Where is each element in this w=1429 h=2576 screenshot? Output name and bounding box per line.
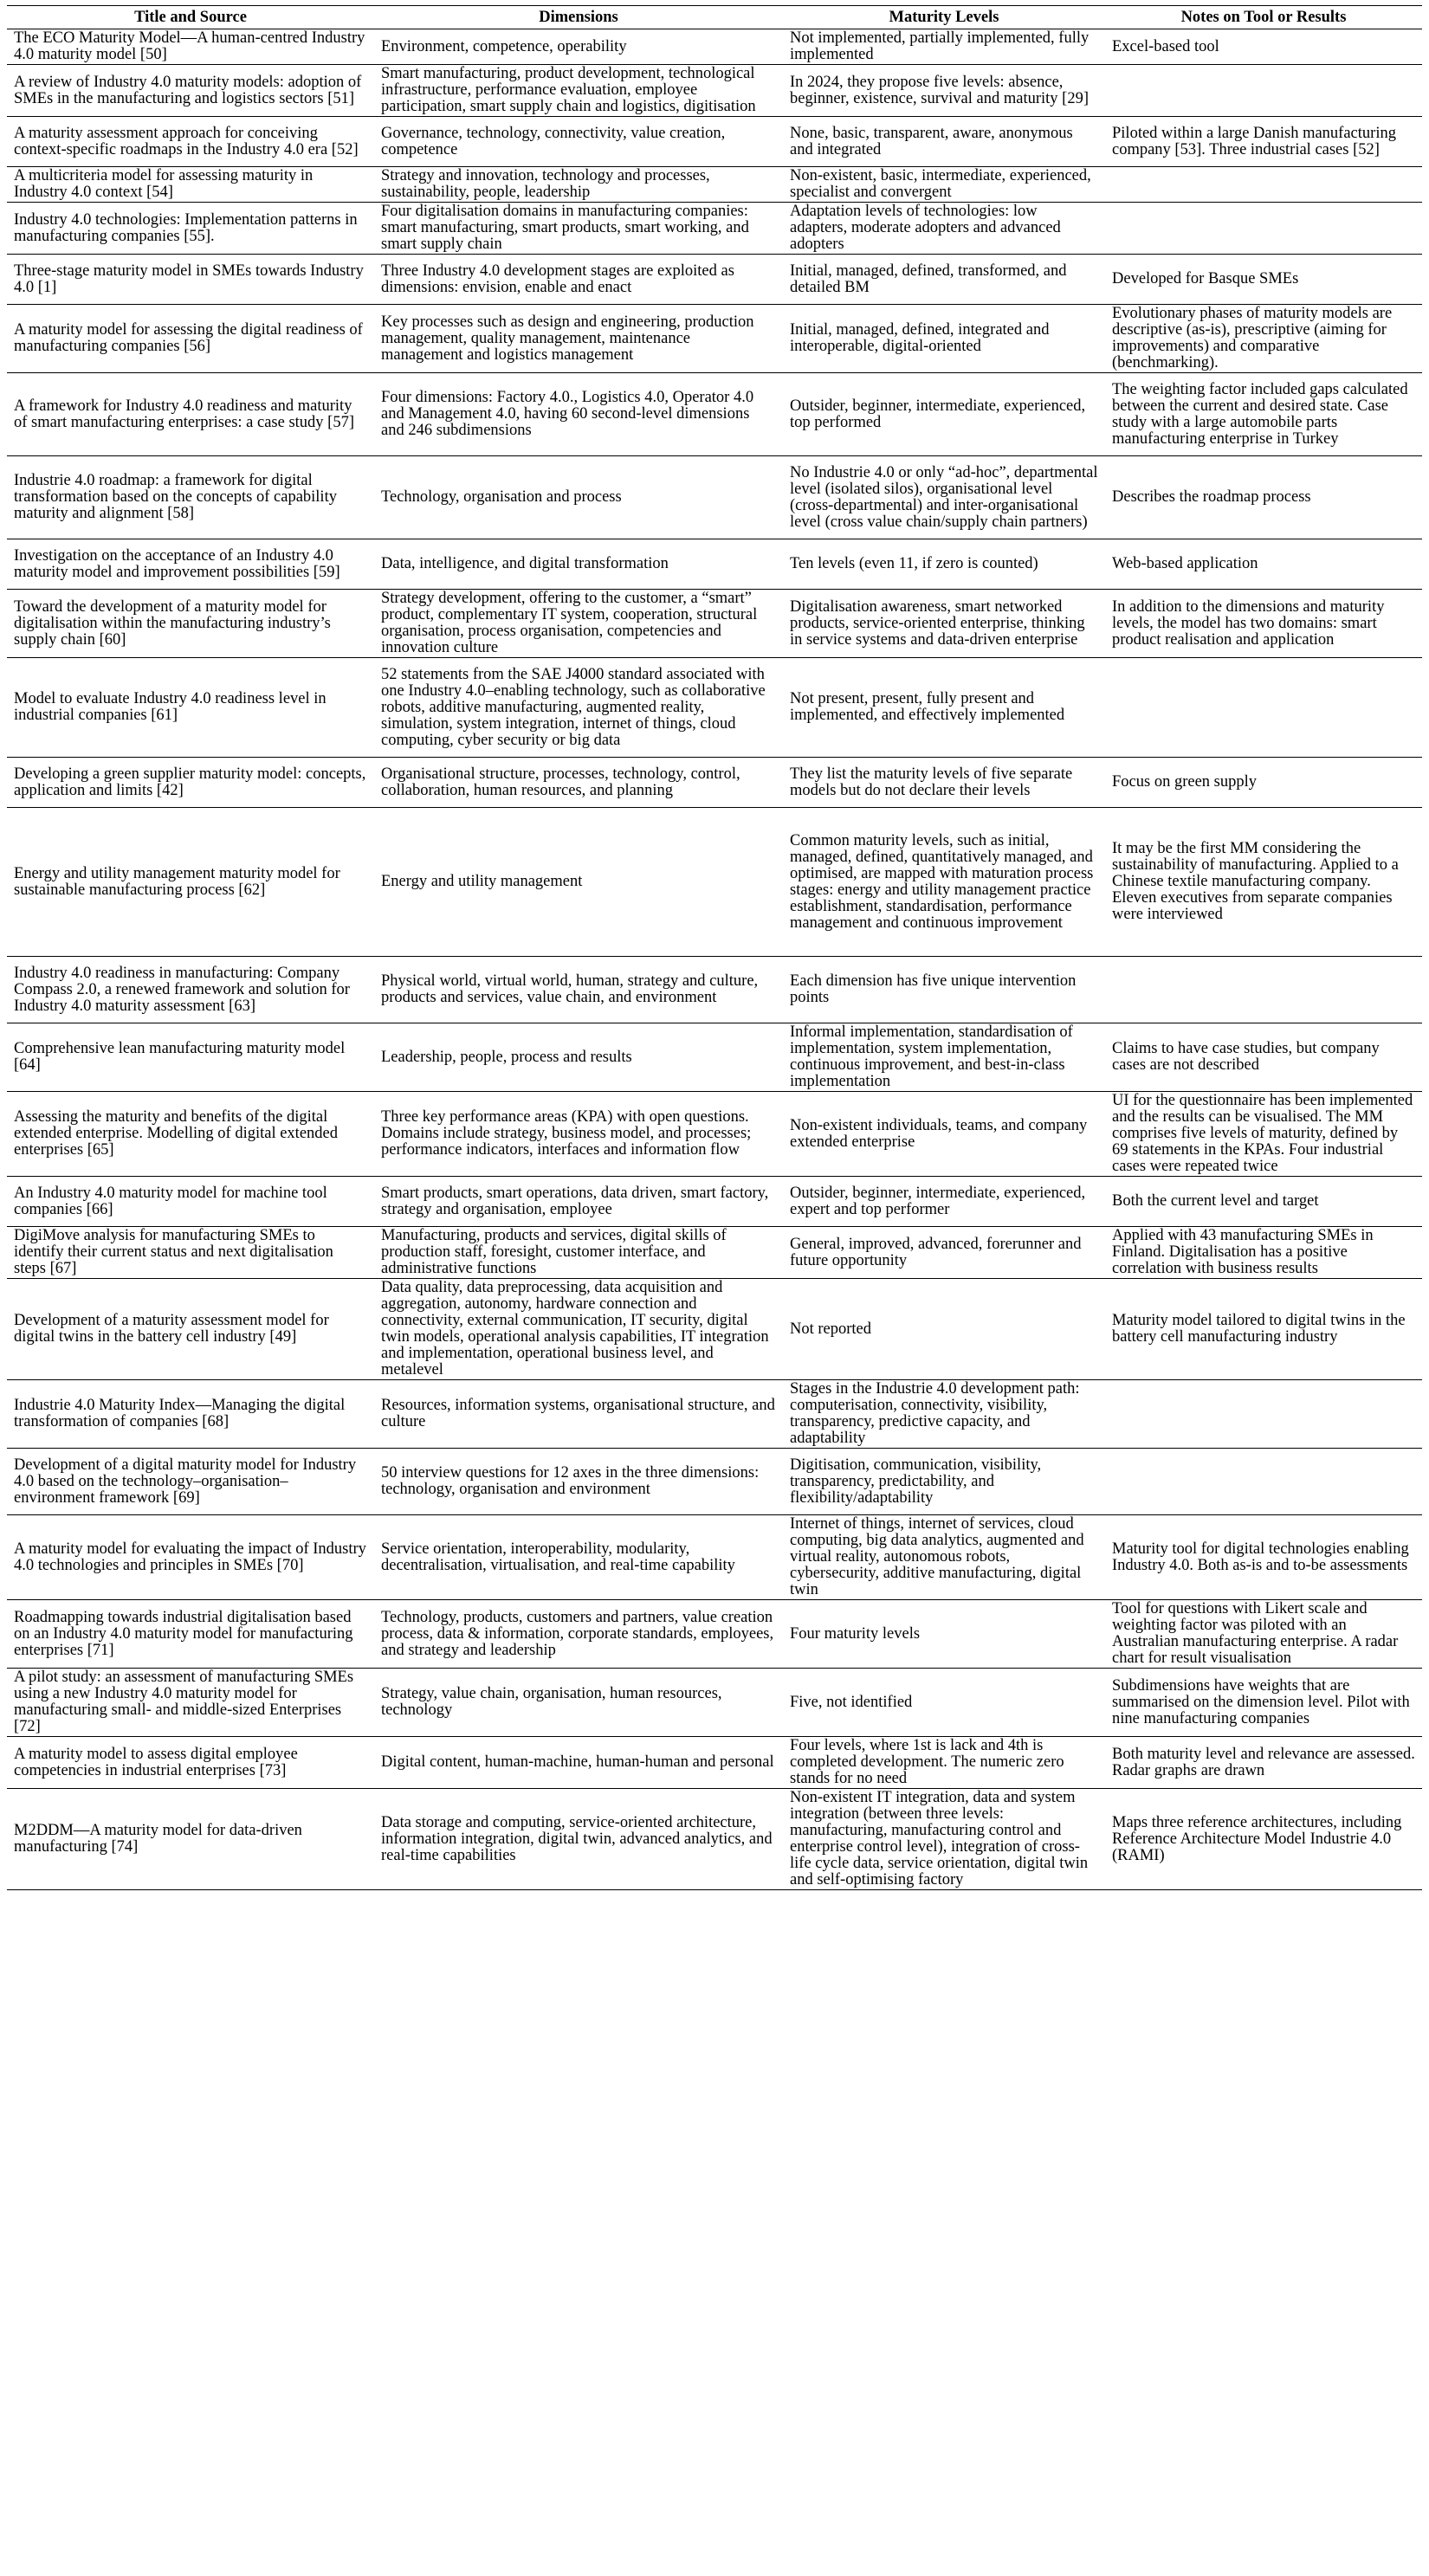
cell-title-and-source: Development of a maturity assessment model for digital twins in the battery cell industry [49] — [7, 1279, 374, 1380]
table-row — [7, 1177, 1422, 1227]
cell-title-and-source: The ECO Maturity Model—A human-centred Industry 4.0 maturity model [50] — [7, 29, 374, 65]
cell-notes: Maturity model tailored to digital twins in the battery cell manufacturing industry — [1105, 1279, 1422, 1380]
table-row — [7, 808, 1422, 957]
table-row — [7, 305, 1422, 373]
header-notes: Notes on Tool or Results — [1105, 6, 1422, 29]
cell-notes — [1105, 957, 1422, 1023]
cell-dimensions: Data storage and computing, service-oriented architecture, information integration, digital twin, advanced analytics, and real-time capabilities — [374, 1789, 783, 1890]
cell-title-and-source: A framework for Industry 4.0 readiness and maturity of smart manufacturing enterprises: a case study [57] — [7, 373, 374, 456]
cell-maturity-levels: Each dimension has five unique intervention points — [783, 957, 1105, 1023]
cell-maturity-levels: Initial, managed, defined, transformed, and detailed BM — [783, 255, 1105, 305]
cell-title-and-source: Industrie 4.0 roadmap: a framework for digital transformation based on the concepts of capability maturity and alignment [58] — [7, 456, 374, 539]
cell-maturity-levels: No Industrie 4.0 or only “ad-hoc”, departmental level (isolated silos), organisational level (cross-departmental) and inter-organisational level (cross value chain/supply chain partners) — [783, 456, 1105, 539]
cell-dimensions: Leadership, people, process and results — [374, 1023, 783, 1092]
cell-maturity-levels: They list the maturity levels of five separate models but do not declare their levels — [783, 758, 1105, 808]
cell-dimensions: 52 statements from the SAE J4000 standard associated with one Industry 4.0–enabling technology, such as collaborative robots, additive manufacturing, augmented reality, simulation, system integration, internet of things, cloud computing, cyber security or big data — [374, 658, 783, 758]
cell-title-and-source: Development of a digital maturity model for Industry 4.0 based on the technology–organisation–environment framework [69] — [7, 1449, 374, 1515]
cell-maturity-levels: Informal implementation, standardisation of implementation, system implementation, continuous improvement, and best-in-class implementation — [783, 1023, 1105, 1092]
cell-notes — [1105, 203, 1422, 255]
cell-maturity-levels: Four maturity levels — [783, 1600, 1105, 1669]
table-row — [7, 65, 1422, 117]
table-row — [7, 539, 1422, 590]
cell-dimensions: Technology, organisation and process — [374, 456, 783, 539]
maturity-models-table — [7, 5, 1422, 1890]
cell-maturity-levels: Digitisation, communication, visibility, transparency, predictability, and flexibility/adaptability — [783, 1449, 1105, 1515]
cell-notes: Developed for Basque SMEs — [1105, 255, 1422, 305]
cell-title-and-source: A maturity model for evaluating the impact of Industry 4.0 technologies and principles in SMEs [70] — [7, 1515, 374, 1600]
cell-notes — [1105, 167, 1422, 203]
table-row — [7, 758, 1422, 808]
cell-dimensions: Service orientation, interoperability, modularity, decentralisation, virtualisation, and real-time capability — [374, 1515, 783, 1600]
cell-notes: Claims to have case studies, but company cases are not described — [1105, 1023, 1422, 1092]
cell-maturity-levels: Not reported — [783, 1279, 1105, 1380]
table-row — [7, 1380, 1422, 1449]
table-row — [7, 957, 1422, 1023]
cell-notes: Subdimensions have weights that are summarised on the dimension level. Pilot with nine manufacturing companies — [1105, 1669, 1422, 1737]
cell-dimensions: Manufacturing, products and services, digital skills of production staff, foresight, customer interface, and administrative functions — [374, 1227, 783, 1279]
table-row — [7, 1789, 1422, 1890]
table-row — [7, 1279, 1422, 1380]
table-row — [7, 1669, 1422, 1737]
cell-maturity-levels: Outsider, beginner, intermediate, experienced, expert and top performer — [783, 1177, 1105, 1227]
cell-dimensions: Data, intelligence, and digital transformation — [374, 539, 783, 590]
cell-maturity-levels: Common maturity levels, such as initial, managed, defined, quantitatively managed, and optimised, are mapped with maturation process stages: energy and utility management practice establishment, standardisation, performance management and continuous improvement — [783, 808, 1105, 957]
table-row — [7, 1737, 1422, 1789]
cell-dimensions: Key processes such as design and engineering, production management, quality management, maintenance management and logistics management — [374, 305, 783, 373]
cell-notes — [1105, 658, 1422, 758]
table-row — [7, 373, 1422, 456]
cell-title-and-source: Roadmapping towards industrial digitalisation based on an Industry 4.0 maturity model for manufacturing enterprises [71] — [7, 1600, 374, 1669]
cell-dimensions: Three Industry 4.0 development stages are exploited as dimensions: envision, enable and enact — [374, 255, 783, 305]
table-row — [7, 255, 1422, 305]
cell-maturity-levels: Not present, present, fully present and implemented, and effectively implemented — [783, 658, 1105, 758]
cell-dimensions: Governance, technology, connectivity, value creation, competence — [374, 117, 783, 167]
table-row — [7, 1449, 1422, 1515]
cell-notes: Focus on green supply — [1105, 758, 1422, 808]
cell-dimensions: Three key performance areas (KPA) with open questions. Domains include strategy, business model, and processes; performance indicators, interfaces and information flow — [374, 1092, 783, 1177]
table-row — [7, 1023, 1422, 1092]
cell-maturity-levels: Internet of things, internet of services, cloud computing, big data analytics, augmented and virtual reality, autonomous robots, cybersecurity, additive manufacturing, digital twin — [783, 1515, 1105, 1600]
cell-title-and-source: Industry 4.0 technologies: Implementation patterns in manufacturing companies [55]. — [7, 203, 374, 255]
cell-maturity-levels: Non-existent, basic, intermediate, experienced, specialist and convergent — [783, 167, 1105, 203]
cell-title-and-source: DigiMove analysis for manufacturing SMEs to identify their current status and next digitalisation steps [67] — [7, 1227, 374, 1279]
table-header — [7, 6, 1422, 29]
table-row — [7, 658, 1422, 758]
cell-maturity-levels: General, improved, advanced, forerunner and future opportunity — [783, 1227, 1105, 1279]
cell-title-and-source: A review of Industry 4.0 maturity models: adoption of SMEs in the manufacturing and logistics sectors [51] — [7, 65, 374, 117]
cell-dimensions: Digital content, human-machine, human-human and personal — [374, 1737, 783, 1789]
cell-title-and-source: Energy and utility management maturity model for sustainable manufacturing process [62] — [7, 808, 374, 957]
cell-maturity-levels: Ten levels (even 11, if zero is counted) — [783, 539, 1105, 590]
cell-notes: Maps three reference architectures, including Reference Architecture Model Industrie 4.0 (RAMI) — [1105, 1789, 1422, 1890]
cell-title-and-source: A maturity model for assessing the digital readiness of manufacturing companies [56] — [7, 305, 374, 373]
cell-notes: It may be the first MM considering the sustainability of manufacturing. Applied to a Chinese textile manufacturing company. Eleven executives from separate companies were interviewed — [1105, 808, 1422, 957]
table-row — [7, 1515, 1422, 1600]
cell-title-and-source: M2DDM—A maturity model for data-driven manufacturing [74] — [7, 1789, 374, 1890]
cell-title-and-source: Industrie 4.0 Maturity Index—Managing the digital transformation of companies [68] — [7, 1380, 374, 1449]
header-title-and-source: Title and Source — [7, 6, 374, 29]
cell-notes: Both the current level and target — [1105, 1177, 1422, 1227]
cell-title-and-source: Toward the development of a maturity model for digitalisation within the manufacturing industry’s supply chain [60] — [7, 590, 374, 658]
cell-maturity-levels: In 2024, they propose five levels: absence, beginner, existence, survival and maturity [29] — [783, 65, 1105, 117]
cell-notes — [1105, 65, 1422, 117]
cell-dimensions: Four digitalisation domains in manufacturing companies: smart manufacturing, smart products, smart working, and smart supply chain — [374, 203, 783, 255]
cell-maturity-levels: Four levels, where 1st is lack and 4th is completed development. The numeric zero stands for no need — [783, 1737, 1105, 1789]
cell-maturity-levels: Outsider, beginner, intermediate, experienced, top performed — [783, 373, 1105, 456]
cell-notes: In addition to the dimensions and maturity levels, the model has two domains: smart product realisation and application — [1105, 590, 1422, 658]
cell-notes: Maturity tool for digital technologies enabling Industry 4.0. Both as-is and to-be assessments — [1105, 1515, 1422, 1600]
cell-dimensions: Resources, information systems, organisational structure, and culture — [374, 1380, 783, 1449]
cell-dimensions: Environment, competence, operability — [374, 29, 783, 65]
cell-title-and-source: Investigation on the acceptance of an Industry 4.0 maturity model and improvement possibilities [59] — [7, 539, 374, 590]
cell-dimensions: Smart manufacturing, product development, technological infrastructure, performance evaluation, employee participation, smart supply chain and logistics, digitisation — [374, 65, 783, 117]
cell-notes: Web-based application — [1105, 539, 1422, 590]
cell-notes: Piloted within a large Danish manufacturing company [53]. Three industrial cases [52] — [1105, 117, 1422, 167]
cell-title-and-source: Developing a green supplier maturity model: concepts, application and limits [42] — [7, 758, 374, 808]
cell-notes — [1105, 1449, 1422, 1515]
table-row — [7, 29, 1422, 65]
cell-notes: Both maturity level and relevance are assessed. Radar graphs are drawn — [1105, 1737, 1422, 1789]
table-row — [7, 167, 1422, 203]
cell-dimensions: Strategy development, offering to the customer, a “smart” product, complementary IT system, cooperation, structural organisation, process organisation, competencies and innovation culture — [374, 590, 783, 658]
cell-dimensions: Physical world, virtual world, human, strategy and culture, products and services, value chain, and environment — [374, 957, 783, 1023]
cell-dimensions: Smart products, smart operations, data driven, smart factory, strategy and organisation, employee — [374, 1177, 783, 1227]
cell-notes: UI for the questionnaire has been implemented and the results can be visualised. The MM comprises five levels of maturity, defined by 69 statements in the KPAs. Four industrial cases were repeated twice — [1105, 1092, 1422, 1177]
cell-notes: Applied with 43 manufacturing SMEs in Finland. Digitalisation has a positive correlation with business results — [1105, 1227, 1422, 1279]
cell-maturity-levels: Digitalisation awareness, smart networked products, service-oriented enterprise, thinking in service systems and data-driven enterprise — [783, 590, 1105, 658]
header-row — [7, 6, 1422, 29]
cell-maturity-levels: Non-existent individuals, teams, and company extended enterprise — [783, 1092, 1105, 1177]
cell-maturity-levels: Not implemented, partially implemented, fully implemented — [783, 29, 1105, 65]
header-maturity-levels: Maturity Levels — [783, 6, 1105, 29]
cell-title-and-source: An Industry 4.0 maturity model for machine tool companies [66] — [7, 1177, 374, 1227]
cell-dimensions: 50 interview questions for 12 axes in the three dimensions: technology, organisation and environment — [374, 1449, 783, 1515]
cell-title-and-source: Model to evaluate Industry 4.0 readiness level in industrial companies [61] — [7, 658, 374, 758]
cell-dimensions: Four dimensions: Factory 4.0., Logistics 4.0, Operator 4.0 and Management 4.0, having 60 second-level dimensions and 246 subdimensions — [374, 373, 783, 456]
table-body — [7, 29, 1422, 1890]
cell-notes: Tool for questions with Likert scale and weighting factor was piloted with an Australian manufacturing enterprise. A radar chart for result visualisation — [1105, 1600, 1422, 1669]
cell-dimensions: Organisational structure, processes, technology, control, collaboration, human resources, and planning — [374, 758, 783, 808]
cell-dimensions: Strategy, value chain, organisation, human resources, technology — [374, 1669, 783, 1737]
cell-maturity-levels: Stages in the Industrie 4.0 development path: computerisation, connectivity, visibility, transparency, predictive capacity, and adaptability — [783, 1380, 1105, 1449]
cell-maturity-levels: None, basic, transparent, aware, anonymous and integrated — [783, 117, 1105, 167]
cell-title-and-source: A maturity model to assess digital employee competencies in industrial enterprises [73] — [7, 1737, 374, 1789]
table-row — [7, 590, 1422, 658]
cell-dimensions: Technology, products, customers and partners, value creation process, data & information, corporate standards, employees, and strategy and leadership — [374, 1600, 783, 1669]
cell-dimensions: Data quality, data preprocessing, data acquisition and aggregation, autonomy, hardware connection and connectivity, external communication, IT security, digital twin models, operational analysis capabilities, IT integration and implementation, operational business level, and metalevel — [374, 1279, 783, 1380]
cell-maturity-levels: Adaptation levels of technologies: low adapters, moderate adopters and advanced adopters — [783, 203, 1105, 255]
header-dimensions: Dimensions — [374, 6, 783, 29]
cell-notes: Evolutionary phases of maturity models are descriptive (as-is), prescriptive (aiming for improvements) and comparative (benchmarking). — [1105, 305, 1422, 373]
cell-maturity-levels: Five, not identified — [783, 1669, 1105, 1737]
cell-title-and-source: Industry 4.0 readiness in manufacturing: Company Compass 2.0, a renewed framework and solution for Industry 4.0 maturity assessment [63] — [7, 957, 374, 1023]
cell-title-and-source: A multicriteria model for assessing maturity in Industry 4.0 context [54] — [7, 167, 374, 203]
table-row — [7, 1092, 1422, 1177]
cell-notes — [1105, 1380, 1422, 1449]
cell-notes: The weighting factor included gaps calculated between the current and desired state. Case study with a large automobile parts manufacturing enterprise in Turkey — [1105, 373, 1422, 456]
cell-title-and-source: Assessing the maturity and benefits of the digital extended enterprise. Modelling of digital extended enterprises [65] — [7, 1092, 374, 1177]
cell-notes: Describes the roadmap process — [1105, 456, 1422, 539]
cell-maturity-levels: Initial, managed, defined, integrated and interoperable, digital-oriented — [783, 305, 1105, 373]
table-row — [7, 117, 1422, 167]
cell-title-and-source: Three-stage maturity model in SMEs towards Industry 4.0 [1] — [7, 255, 374, 305]
cell-maturity-levels: Non-existent IT integration, data and system integration (between three levels: manufacturing, manufacturing control and enterprise control level), integration of cross-life cycle data, service orientation, digital twin and self-optimising factory — [783, 1789, 1105, 1890]
cell-dimensions: Strategy and innovation, technology and processes, sustainability, people, leadership — [374, 167, 783, 203]
cell-dimensions: Energy and utility management — [374, 808, 783, 957]
table-row — [7, 1600, 1422, 1669]
cell-notes: Excel-based tool — [1105, 29, 1422, 65]
cell-title-and-source: A maturity assessment approach for conceiving context-specific roadmaps in the Industry 4.0 era [52] — [7, 117, 374, 167]
table-row — [7, 1227, 1422, 1279]
cell-title-and-source: A pilot study: an assessment of manufacturing SMEs using a new Industry 4.0 maturity model for manufacturing small- and middle-sized Enterprises [72] — [7, 1669, 374, 1737]
cell-title-and-source: Comprehensive lean manufacturing maturity model [64] — [7, 1023, 374, 1092]
table-row — [7, 456, 1422, 539]
table-row — [7, 203, 1422, 255]
